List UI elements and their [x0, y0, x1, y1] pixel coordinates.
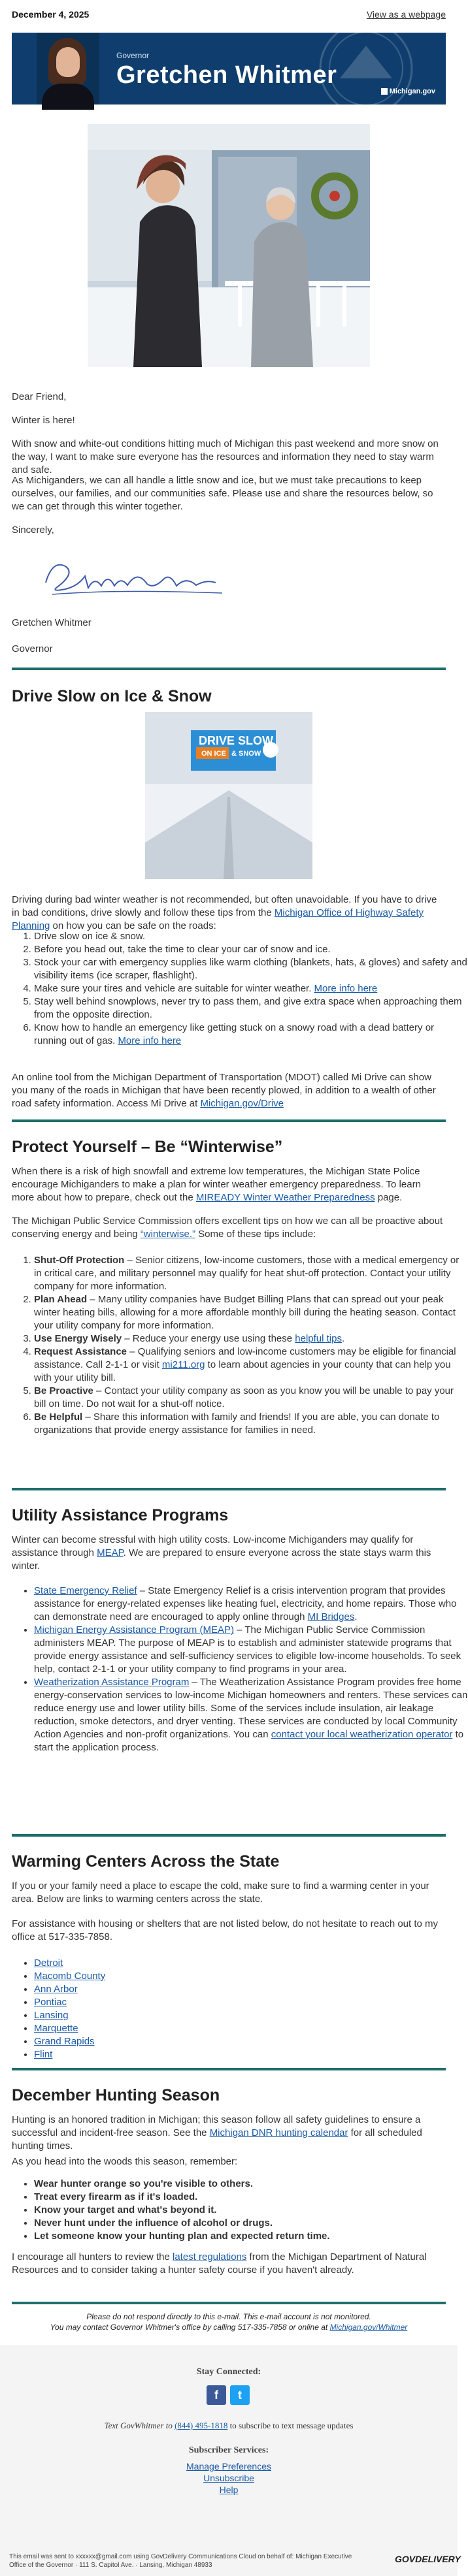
utility-programs-list: [12, 1585, 468, 1754]
letter-paragraph-2: With snow and white-out conditions hitting much of Michigan this past weekend and more snow on the way, I want to make sure everyone has the resources and information they need to stay warm and safe.: [12, 438, 439, 475]
warming-center-link[interactable]: Pontiac: [34, 1997, 67, 2008]
banner-governor-name: Gretchen Whitmer: [116, 61, 337, 89]
hunting-tips-list: [12, 2178, 468, 2243]
unsubscribe-link[interactable]: Unsubscribe: [203, 2473, 254, 2483]
list-item: 4. Request Assistance – Qualifying seniors and low-income customers may be eligible for financial assistance. Call 2-1-1 or visit mi211.org to learn about agencies in your county that can help you with your utility bill.: [34, 1345, 468, 1385]
list-item: • State Emergency Relief – State Emergency Relief is a crisis intervention program that provides assistance for energy-related expenses like heating fuel, electricity, and home repairs. Those who can demonstrate need are encouraged to apply online through MI Bridges.: [34, 1585, 468, 1624]
list-item: [34, 2009, 468, 2022]
list-item: • Weatherization Assistance Program – The Weatherization Assistance Program provides free home energy-conservation services to low-income Michigan homeowners and renters. These services can reduce energy use and lower utility bills. Some of the services include insulation, air leakage reduction, smoke detectors, and dryer venting. These services are conducted by local Community Action Agencies and non-profit organizations. You can contact your local weatherization operator to start the application process.: [34, 1676, 468, 1754]
contact-note: You may contact Governor Whitmer's office by calling 517-335-7858 or online at Michigan.gov/Whitmer: [50, 2323, 408, 2332]
list-item: 2. Plan Ahead – Many utility companies have Budget Billing Plans that can spread out your peak winter heating bills, allowing for a more affordable monthly bill during the heating season. Contact your utility company for more information.: [34, 1293, 468, 1332]
warming-center-link[interactable]: Grand Rapids: [34, 2036, 95, 2047]
state-emergency-relief-link[interactable]: State Emergency Relief: [34, 1585, 137, 1596]
mi-bridges-link[interactable]: MI Bridges: [307, 1611, 355, 1622]
section-heading-utility: Utility Assistance Programs: [12, 1506, 229, 1524]
footer-area: [0, 2345, 458, 2576]
list-item: 1. Drive slow on ice & snow.: [34, 930, 468, 943]
list-item: 1. Shut-Off Protection – Senior citizens, low-income customers, those with a medical emergency or in critical care, and military personnel may qualify for heat shut-off protection. Contact your utility company for more information.: [34, 1254, 468, 1293]
letter-signer-name: Gretchen Whitmer: [12, 617, 92, 628]
warming-centers-list: [12, 1957, 468, 2061]
twitter-icon[interactable]: t: [230, 2385, 250, 2405]
list-item: 4. Make sure your tires and vehicle are suitable for winter weather. More info here: [34, 982, 468, 995]
winterwise-link[interactable]: “winterwise.”: [140, 1229, 195, 1240]
drive-slow-image: DRIVE SLOW ON ICE & SNOW: [145, 712, 312, 879]
governor-signature: [39, 556, 235, 602]
top-bar: [0, 0, 458, 29]
winterwise-tips-list: [12, 1254, 468, 1437]
michigan-gov-logo: Michigan.gov: [381, 88, 435, 95]
whitmer-website-link[interactable]: Michigan.gov/Whitmer: [329, 2323, 408, 2332]
letter-closing: Sincerely,: [12, 524, 54, 536]
help-link[interactable]: Help: [219, 2485, 239, 2495]
warming-paragraph-2: For assistance with housing or shelters that are not listed below, do not hesitate to reach out to my office at 517-335-7858.: [12, 1918, 439, 1942]
helpful-tips-link[interactable]: helpful tips: [295, 1333, 342, 1344]
governor-banner: [12, 33, 446, 105]
list-item: 5. Stay well behind snowplows, never try to pass them, and give extra space when approaching them from the opposite direction.: [34, 995, 468, 1022]
text-number-link[interactable]: (844) 495-1818: [175, 2421, 228, 2430]
section-divider: [12, 2068, 446, 2070]
meap-link[interactable]: MEAP: [97, 1547, 124, 1558]
letter-signer-title: Governor: [12, 643, 53, 654]
hunting-paragraph-3: I encourage all hunters to review the latest regulations from the Michigan Department of Natural Resources and to consider taking a hunter safety course if you haven't already.: [12, 2251, 427, 2276]
list-item: 6. Be Helpful – Share this information with family and friends! If you are able, you can donate to organizations that provide energy assistance for families in need.: [34, 1411, 468, 1437]
letter-greeting: Dear Friend,: [12, 391, 67, 402]
list-item: 5. Be Proactive – Contact your utility company as soon as you know you will be unable to pay your bill on time. Do not wait for a shut-off notice.: [34, 1385, 468, 1411]
section-divider: [12, 1488, 446, 1490]
winterwise-paragraph-1: When there is a risk of high snowfall and extreme low temperatures, the Michigan State Police encourage Michiganders to make a plan for winter weather emergency preparedness. To learn more about how to prepare, check out the MIREADY Winter Weather Preparedness page.: [12, 1166, 421, 1203]
warming-center-link[interactable]: Lansing: [34, 2010, 69, 2021]
manage-preferences-link[interactable]: Manage Preferences: [186, 2461, 271, 2471]
weatherization-link[interactable]: Weatherization Assistance Program: [34, 1677, 190, 1688]
latest-regulations-link[interactable]: latest regulations: [172, 2251, 247, 2262]
warming-center-link[interactable]: Marquette: [34, 2023, 78, 2034]
warming-center-link[interactable]: Ann Arbor: [34, 1984, 78, 1995]
letter-paragraph-1: Winter is here!: [12, 415, 75, 426]
list-item: • Treat every firearm as if it's loaded.: [34, 2191, 468, 2204]
subscriber-services-label: Subscriber Services:: [188, 2445, 269, 2455]
winterwise-paragraph-2: The Michigan Public Service Commission offers excellent tips on how we can all be proactive about conserving energy and being “winterwise.” Some of these tips include:: [12, 1216, 443, 1240]
drive-tips-list: [12, 930, 468, 1048]
list-item: [34, 2035, 468, 2048]
list-item: [34, 1996, 468, 2009]
governor-headshot: [37, 33, 99, 105]
list-item: • Know your target and what's beyond it.: [34, 2204, 468, 2217]
mi211-link[interactable]: mi211.org: [161, 1359, 205, 1370]
emergency-more-info-link[interactable]: More info here: [118, 1035, 182, 1046]
list-item: 6. Know how to handle an emergency like getting stuck on a snowy road with a dead battery or running out of gas. More info here: [34, 1022, 468, 1048]
list-item: [34, 2022, 468, 2035]
stay-connected-label: Stay Connected:: [196, 2367, 261, 2377]
list-item: 3. Stock your car with emergency supplies like warm clothing (blankets, hats, & gloves) and safety and visibility items (ice scraper, flashlight).: [34, 956, 468, 982]
warming-paragraph-1: If you or your family need a place to escape the cold, make sure to find a warming center in your area. Below are links to warming centers across the state.: [12, 1880, 429, 1905]
section-divider: [12, 2302, 446, 2304]
ohsp-link[interactable]: Michigan Office of Highway Safety Planning: [12, 907, 424, 931]
utility-intro: Winter can become stressful with high utility costs. Low-income Michiganders may qualify for assistance through MEAP. We are prepared to ensure everyone across the state stays warm this winter.: [12, 1534, 431, 1571]
hunting-paragraph-2: As you head into the woods this season, remember:: [12, 2156, 238, 2167]
hunting-paragraph-1: Hunting is an honored tradition in Michigan; this season follow all safety guidelines to ensure a successful and incident-free season. See the Michigan DNR hunting calendar for all scheduled hunting times.: [12, 2114, 422, 2151]
banner-governor-title: Governor: [116, 51, 150, 60]
list-item: [34, 2048, 468, 2061]
weatherization-operator-link[interactable]: contact your local weatherization operator: [271, 1729, 453, 1740]
warming-center-link[interactable]: Macomb County: [34, 1971, 106, 1982]
list-item: [34, 1983, 468, 1996]
mi-drive-link[interactable]: Michigan.gov/Drive: [200, 1098, 284, 1109]
section-heading-drive-slow: Drive Slow on Ice & Snow: [12, 687, 212, 705]
list-item: • Never hunt under the influence of alcohol or drugs.: [34, 2217, 468, 2230]
warming-center-link[interactable]: Flint: [34, 2049, 53, 2060]
list-item: [34, 1957, 468, 1970]
dnr-hunting-calendar-link[interactable]: Michigan DNR hunting calendar: [209, 2127, 348, 2138]
section-divider: [12, 668, 446, 670]
section-divider: [12, 1834, 446, 1837]
section-heading-warming-centers: Warming Centers Across the State: [12, 1852, 280, 1871]
meap-program-link[interactable]: Michigan Energy Assistance Program (MEAP): [34, 1624, 234, 1635]
list-item: 3. Use Energy Wisely – Reduce your energy use using these helpful tips.: [34, 1332, 468, 1345]
section-heading-winterwise: Protect Yourself – Be “Winterwise”: [12, 1138, 283, 1156]
list-item: 2. Before you head out, take the time to clear your car of snow and ice.: [34, 943, 468, 956]
list-item: • Wear hunter orange so you're visible to others.: [34, 2178, 468, 2191]
list-item: [34, 1970, 468, 1983]
section-divider: [12, 1119, 446, 1122]
list-item: • Let someone know your hunting plan and expected return time.: [34, 2230, 468, 2243]
drive-intro: Driving during bad winter weather is not recommended, but often unavoidable. If you have to drive in bad conditions, drive slowly and follow these tips from the Michigan Office of Highway Safety Planning on how you can be safe on the roads:: [12, 894, 437, 931]
legal-footer-text: This email was sent to xxxxxx@gmail.com using GovDelivery Communications Cloud on behalf of: Michigan Executive Office of the Governor · 111 S. Capitol Ave. · Lansing, Michigan 48933: [9, 2553, 352, 2569]
miready-link[interactable]: MIREADY Winter Weather Preparedness: [195, 1192, 375, 1203]
hero-photo: [88, 124, 370, 367]
do-not-reply-note: Please do not respond directly to this e-mail. This e-mail account is not monitored.: [86, 2312, 371, 2321]
warming-center-link[interactable]: Detroit: [34, 1957, 63, 1969]
text-subscribe-line: Text GovWhitmer to (844) 495-1818 to subscribe to text message updates: [104, 2421, 354, 2430]
letter-paragraph-3: As Michiganders, we can all handle a little snow and ice, but we must take precautions to keep ourselves, our families, and our communities safe. Please use and share the resources below, so we can get through this winter together.: [12, 475, 433, 512]
facebook-icon[interactable]: f: [207, 2385, 226, 2405]
list-item: • Michigan Energy Assistance Program (MEAP) – The Michigan Public Service Commission administers MEAP. The purpose of MEAP is to establish and administer statewide programs that provide energy assistance and self-sufficiency services to eligible low-income households. To seek help, contact 2-1-1 or your utility company to find programs in your area.: [34, 1624, 468, 1676]
section-heading-hunting: December Hunting Season: [12, 2086, 220, 2104]
hero-photo-illustration: [88, 124, 370, 367]
view-as-webpage-link[interactable]: View as a webpage: [366, 9, 446, 20]
mdot-paragraph: An online tool from the Michigan Department of Transportation (MDOT) called Mi Drive can show you many of the roads in Michigan that have been recently plowed, in addition to a wealth of other road safety information. Access Mi Drive at Michigan.gov/Drive: [12, 1072, 436, 1109]
govdelivery-logo: GOVDELIVERY: [395, 2554, 461, 2564]
tires-more-info-link[interactable]: More info here: [314, 983, 378, 994]
email-date: December 4, 2025: [12, 9, 90, 20]
